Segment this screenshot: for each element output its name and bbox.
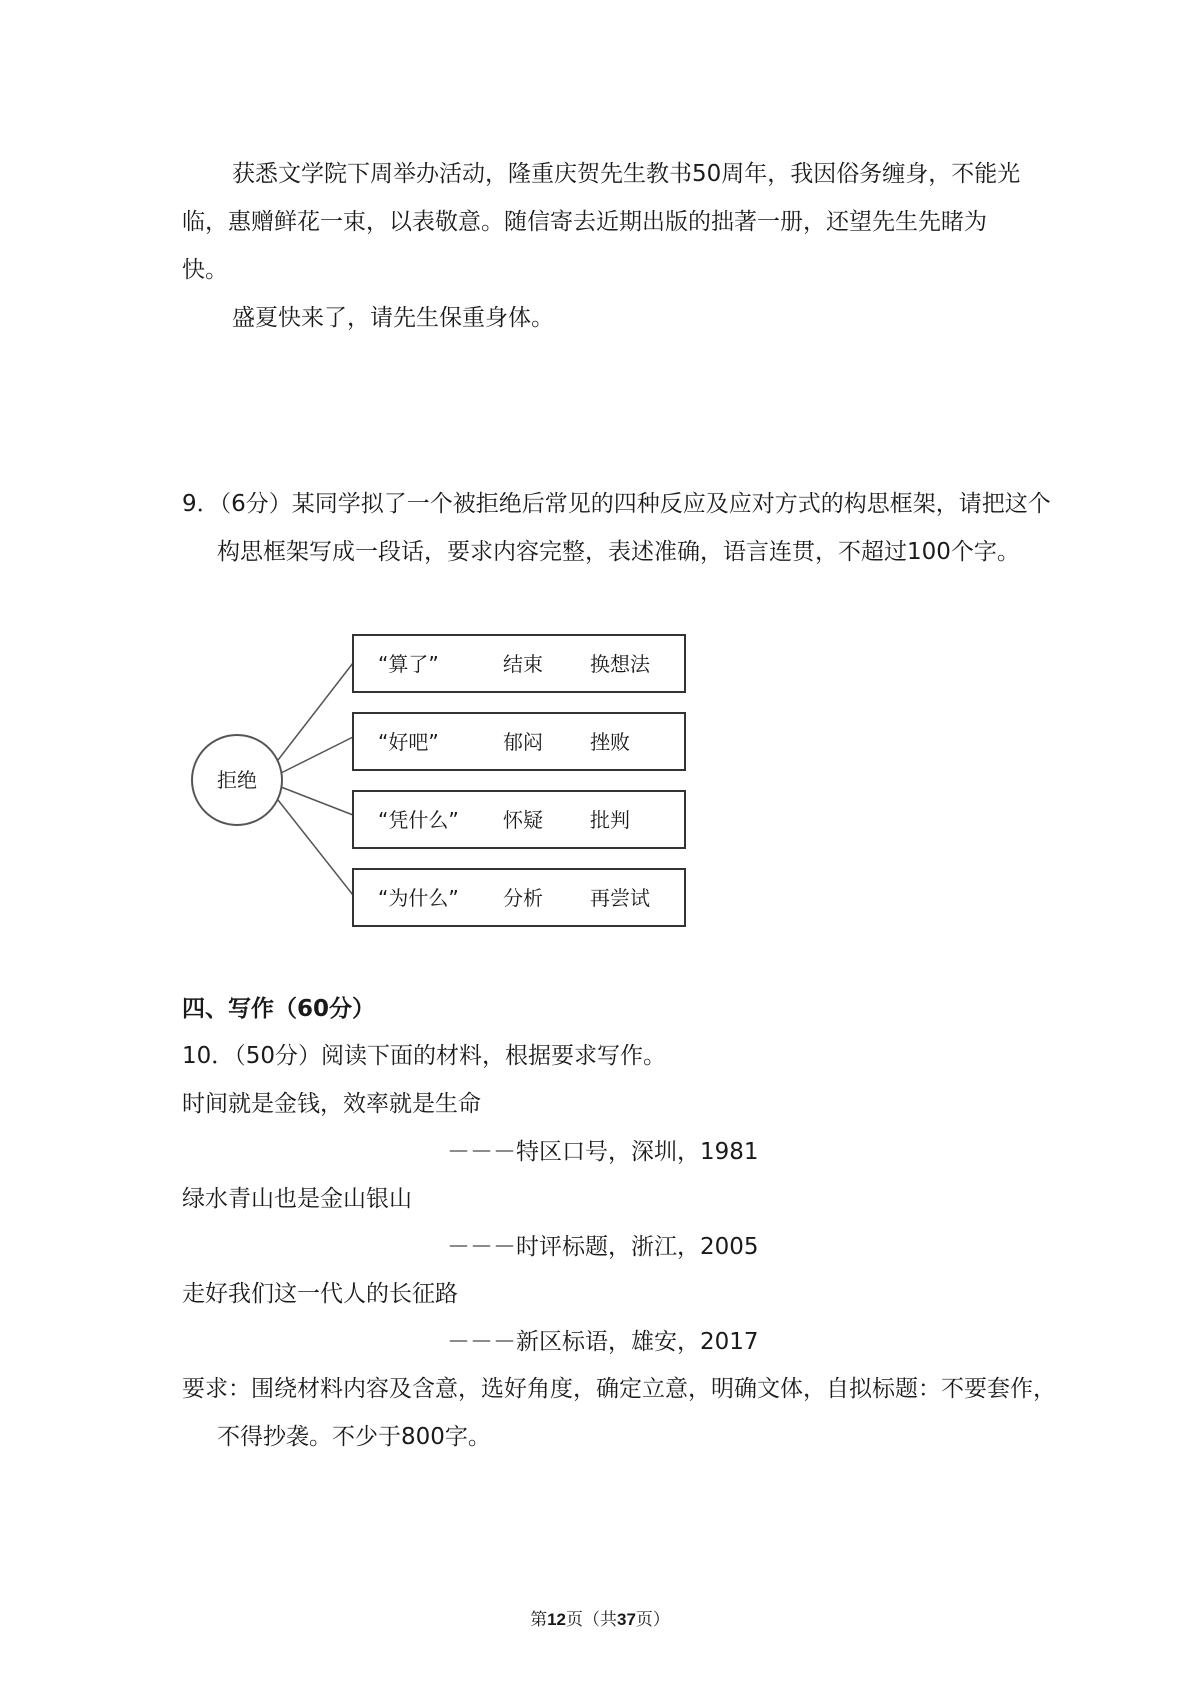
- material-source-2: －－－时评标题，浙江，2005: [447, 1234, 759, 1260]
- connector-line: [281, 787, 353, 815]
- footer-prefix: 第: [530, 1610, 548, 1630]
- footer-middle: 页（共: [566, 1610, 617, 1630]
- row-response: 换想法: [590, 652, 650, 676]
- row-reaction: 郁闷: [503, 730, 543, 754]
- connector-line: [278, 800, 353, 895]
- connector-line: [278, 663, 353, 760]
- diagram-row-3: [353, 791, 685, 848]
- center-label: 拒绝: [217, 768, 257, 792]
- row-reaction: 分析: [503, 886, 543, 910]
- question-10: 10．（50分）阅读下面的材料，根据要求写作。: [182, 1043, 667, 1069]
- row-reaction: 怀疑: [503, 808, 543, 832]
- footer-page-total: 37: [617, 1610, 636, 1629]
- row-response: 批判: [590, 808, 630, 832]
- diagram-row-4: [353, 869, 685, 926]
- diagram-row-2: [353, 713, 685, 770]
- material-text-3: 走好我们这一代人的长征路: [182, 1281, 458, 1307]
- row-response: 再尝试: [590, 886, 650, 910]
- letter-paragraph-1: 获悉文学院下周举办活动，隆重庆贺先生教书50周年，我因俗务缠身，不能光临，惠赠鲜花一束，以表敬意。随信寄去近期出版的拙著一册，还望先生先睹为快。: [182, 161, 1021, 283]
- footer-suffix: 页）: [635, 1610, 670, 1630]
- row-quote: “算了”: [378, 652, 439, 676]
- material-text-2: 绿水青山也是金山银山: [182, 1186, 412, 1212]
- material-text-1: 时间就是金钱，效率就是生命: [182, 1091, 481, 1117]
- diagram-row-1: [353, 635, 685, 692]
- row-reaction: 结束: [503, 652, 543, 676]
- row-quote: “为什么”: [378, 886, 459, 910]
- question-9: 9．（6分）某同学拟了一个被拒绝后常见的四种反应及应对方式的构思框架，请把这个构思框架写成一段话，要求内容完整，表述准确，语言连贯，不超过100个字。: [182, 491, 1051, 565]
- footer-page-number: 12: [547, 1610, 566, 1629]
- section-heading: 四、写作（60分）: [182, 996, 376, 1022]
- material-source-1: －－－特区口号，深圳，1981: [447, 1139, 759, 1165]
- framework-diagram: [180, 625, 700, 940]
- row-quote: “凭什么”: [378, 808, 459, 832]
- writing-requirement: 要求：围绕材料内容及含意，选好角度，确定立意，明确文体，自拟标题：不要套作，不得抄袭。不少于800字。: [182, 1376, 1056, 1450]
- row-quote: “好吧”: [378, 730, 439, 754]
- letter-paragraph-2: 盛夏快来了，请先生保重身体。: [232, 305, 554, 331]
- material-source-3: －－－新区标语，雄安，2017: [447, 1329, 759, 1355]
- page-footer: [0, 1605, 1200, 1630]
- row-response: 挫败: [590, 730, 630, 754]
